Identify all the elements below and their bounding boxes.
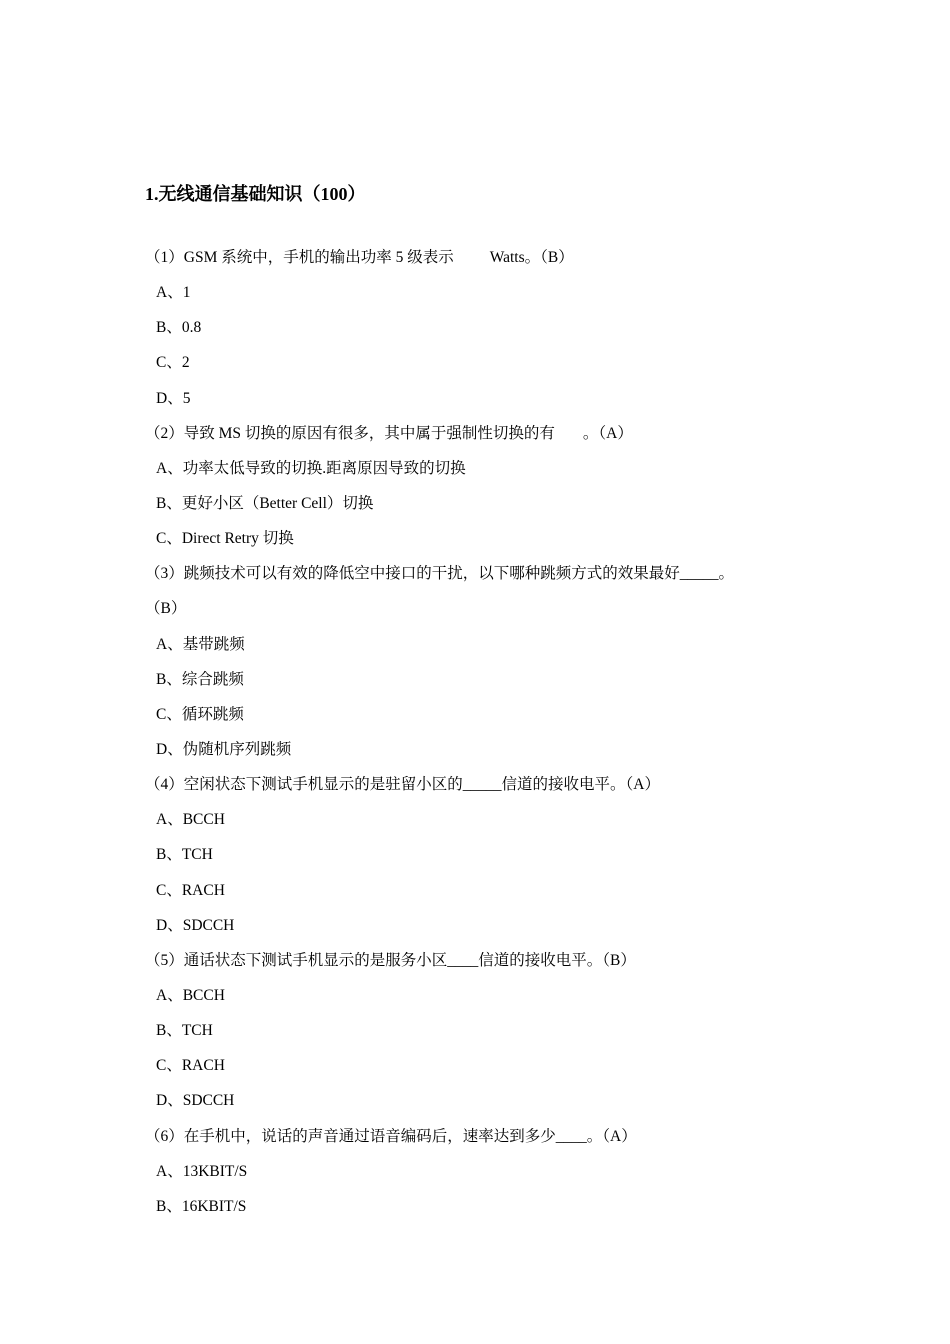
question-5-option-a: A、BCCH — [156, 986, 225, 1004]
question-3-option-c: C、循环跳频 — [156, 705, 244, 723]
question-1-option-b: B、0.8 — [156, 319, 202, 337]
question-2-option-b: B、更好小区（Better Cell）切换 — [156, 494, 374, 512]
question-4-option-a: A、BCCH — [156, 811, 225, 829]
section-heading: 1.无线通信基础知识（100） — [145, 184, 366, 204]
question-stem-text: （2）导致 MS 切换的原因有很多，其中属于强制性切换的有 — [145, 424, 555, 442]
question-stem-text: （1）GSM 系统中，手机的输出功率 5 级表示 — [145, 249, 454, 266]
question-4-stem: （4）空闲状态下测试手机显示的是驻留小区的_____信道的接收电平。（A） — [145, 776, 660, 794]
question-3-option-a: A、基带跳频 — [156, 635, 245, 653]
question-4-option-b: B、TCH — [156, 846, 213, 864]
question-2-option-c: C、Direct Retry 切换 — [156, 530, 294, 548]
question-5-option-c: C、RACH — [156, 1057, 225, 1075]
question-5-option-b: B、TCH — [156, 1022, 213, 1040]
question-5-stem: （5）通话状态下测试手机显示的是服务小区____信道的接收电平。（B） — [145, 951, 636, 969]
question-4-option-d: D、SDCCH — [156, 916, 235, 934]
question-1-option-d: D、5 — [156, 389, 191, 407]
question-6-stem: （6）在手机中，说话的声音通过语音编码后，速率达到多少____。（A） — [145, 1127, 637, 1145]
question-1-stem — [145, 240, 845, 275]
question-3-stem: （3）跳频技术可以有效的降低空中接口的干扰，以下哪种跳频方式的效果最好_____。 — [145, 565, 735, 583]
question-3-option-d: D、伪随机序列跳频 — [156, 740, 292, 758]
question-3-answer: （B） — [145, 600, 187, 618]
question-3-option-b: B、综合跳频 — [156, 670, 244, 688]
question-1-option-a: A、1 — [156, 284, 191, 302]
question-stem-text: 。（A） — [582, 424, 633, 442]
question-6-option-b: B、16KBIT/S — [156, 1197, 247, 1215]
question-2-option-a: A、功率太低导致的切换.距离原因导致的切换 — [156, 459, 466, 477]
question-1-option-c: C、2 — [156, 354, 190, 372]
question-2-stem — [145, 416, 845, 451]
question-5-option-d: D、SDCCH — [156, 1092, 235, 1110]
question-4-option-c: C、RACH — [156, 881, 225, 899]
question-list — [145, 240, 845, 1224]
question-6-option-a: A、13KBIT/S — [156, 1162, 248, 1180]
question-stem-text: Watts。（B） — [489, 249, 574, 266]
